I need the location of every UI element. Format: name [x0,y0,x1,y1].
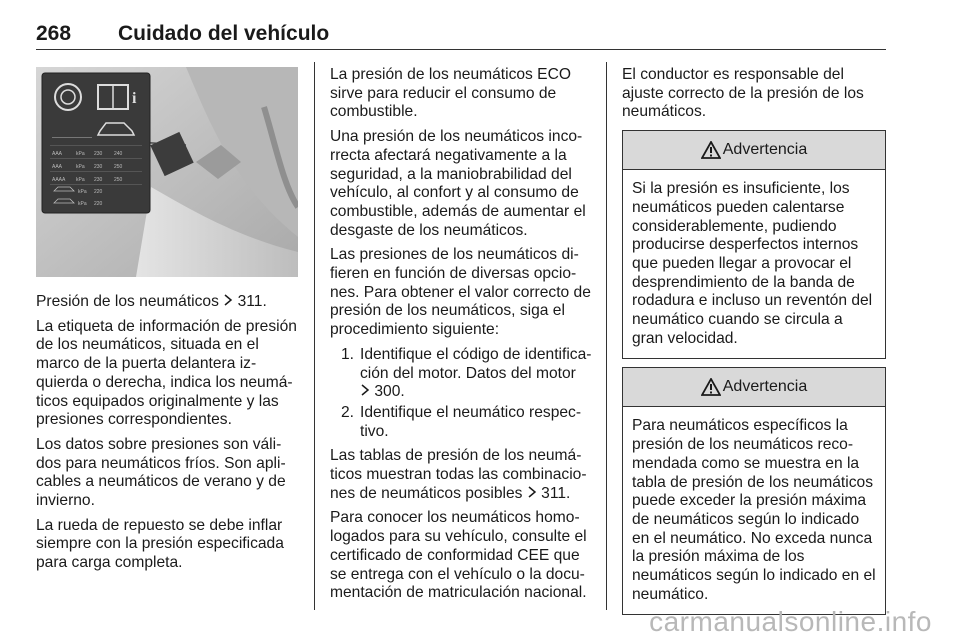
steps-list [330,346,592,442]
svg-text:kPa: kPa [76,151,85,157]
svg-text:220: 220 [94,189,103,195]
column-divider-2 [606,62,607,610]
svg-text:kPa: kPa [76,164,85,170]
page-header [36,22,886,52]
svg-text:i: i [132,90,137,107]
svg-text:AAA: AAA [52,164,63,170]
step-number: 2. [340,403,354,421]
paragraph [330,447,592,503]
column-divider-1 [314,62,315,610]
list-item [330,346,592,402]
text: Presión de los neumáticos [36,293,219,310]
paragraph: Las presiones de los neumáticos difieren en función de diversas opciones. Para obtener el valor correcto de presión de los neumáticos, siga el procedimiento siguiente: [330,246,591,339]
paragraph: La presión de los neumáticos ECO sirve para reducir el consumo de combustible. [330,66,571,121]
header-rule [36,49,886,50]
watermark: carmanualsonline.info [649,606,932,637]
warning-box-2 [622,367,886,615]
page-number: 268 [36,22,72,45]
svg-text:240: 240 [114,151,123,157]
warning-box-1 [622,130,886,359]
svg-text:230: 230 [94,151,103,157]
svg-text:230: 230 [94,164,103,170]
warning-header [623,368,885,407]
reference-arrow-icon [360,384,370,396]
step-text: Identifique el neumático respectivo. [360,403,582,440]
svg-text:AAA: AAA [52,151,63,157]
warning-title: Advertencia [722,140,808,158]
reference-page: 300. [374,383,405,401]
text: Las tablas de presión de los neumáticos muestran todas las combinaciones de neumáticos posibles [330,447,587,502]
paragraph: La rueda de repuesto se debe inflar siempre con la presión especificada para carga completa. [36,516,284,572]
warning-text: Si la presión es insuficiente, los neumáticos pueden calentarse considerablemente, pudiendo producirse desperfectos internos que pueden llegar a provocar el desprendimiento de la banda de rodadura e incluso un reventón del neumático cuando se circula a gran velocidad. [632,180,873,347]
cross-reference [527,485,571,502]
reference-page: 311. [237,293,267,310]
column-3 [622,66,886,623]
svg-text:250: 250 [114,177,123,183]
paragraph: La etiqueta de información de presión de los neumáticos, situada en el marco de la puerta delantera izquierda o derecha, indica los neumáticos equipados originalmente y las presiones correspondientes. [36,317,297,429]
paragraph: El conductor es responsable del ajuste correcto de la presión de los neumáticos. [622,66,864,121]
tire-pressure-label-photo [36,67,298,277]
warning-triangle-icon [701,378,721,396]
warning-title: Advertencia [722,378,808,396]
column-1 [36,293,300,579]
column-2 [330,66,592,609]
svg-text:250: 250 [114,164,123,170]
warning-text: Para neumáticos específicos la presión de los neumáticos recomendada como se muestra en la tabla de presión de los neumáticos puede exceder la presión máxima de neumáticos según lo indicado en el neumático. No exceda nunca la presión máxima de los neumáticos según lo indicado en el neumático. [632,417,876,603]
chapter-title: Cuidado del vehículo [118,22,330,45]
svg-text:kPa: kPa [78,189,87,195]
paragraph: Una presión de los neumáticos incorrecta afectará negativamente a la seguridad, a la maniobrabilidad del vehículo, al confort y al consumo de combustible, además de aumentar el desgaste de los neumáticos. [330,128,586,239]
reference-arrow-icon [223,294,233,306]
step-number: 1. [340,345,354,363]
reference-page: 311. [541,484,571,502]
cross-reference [223,293,267,310]
reference-arrow-icon [527,486,537,498]
warning-header [623,131,885,170]
step-text [360,346,592,402]
svg-text:220: 220 [94,201,103,207]
list-item [330,404,592,441]
paragraph: Para conocer los neumáticos homologados para su vehículo, consulte el certificado de conformidad CEE que se entrega con el vehículo o la documentación de matriculación nacional. [330,509,587,602]
cross-reference [360,383,405,400]
svg-text:AAAA: AAAA [52,177,66,183]
svg-text:kPa: kPa [76,177,85,183]
paragraph: Los datos sobre presiones son válidos para neumáticos fríos. Son aplicables a neumáticos de verano y de invierno. [36,435,286,510]
warning-triangle-icon [701,141,721,159]
svg-text:kPa: kPa [78,201,87,207]
text: Identifique el código de identificación del motor. Datos del motor [360,345,592,382]
svg-text:230: 230 [94,177,103,183]
paragraph [36,293,300,312]
door-frame-illustration [36,67,298,277]
